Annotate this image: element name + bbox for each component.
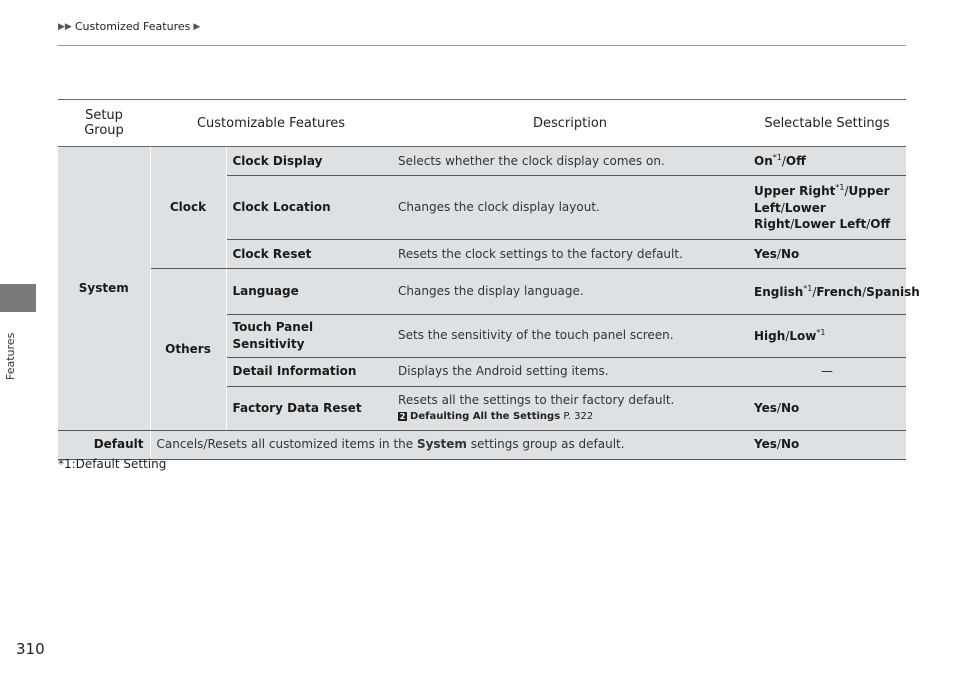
- breadcrumb-section[interactable]: Customized Features: [74, 20, 191, 33]
- subgroup-default: Default: [58, 430, 150, 459]
- footnote: *1:Default Setting: [58, 457, 167, 471]
- feature-clock-reset: Clock Reset: [226, 240, 392, 269]
- feature-language: Language: [226, 269, 392, 315]
- desc-clock-location: Changes the clock display layout.: [392, 176, 748, 240]
- table-row: [58, 430, 906, 459]
- settings-clock-display: On$^{*1}$/Off: [748, 147, 906, 176]
- cross-reference-link[interactable]: 2 Defaulting All the Settings P. 322: [399, 410, 594, 422]
- subgroup-others: Others: [150, 269, 226, 431]
- table-header-row: [58, 100, 906, 147]
- group-system: System: [58, 147, 150, 431]
- feature-factory-data-reset: Factory Data Reset: [226, 386, 392, 430]
- header-customizable-features: Customizable Features: [150, 100, 392, 147]
- triangle-right-icon: ▶: [193, 21, 201, 32]
- feature-detail-information: Detail Information: [226, 357, 392, 386]
- desc-clock-reset: Resets the clock settings to the factory default.: [392, 240, 748, 269]
- table-row: [58, 269, 906, 315]
- settings-default: Yes/No: [748, 430, 906, 459]
- subgroup-clock: Clock: [150, 147, 226, 269]
- desc-default: Cancels/Resets all customized items in the System settings group as default.: [150, 430, 748, 459]
- header-setup-group: Setup Group: [58, 100, 150, 147]
- reference-arrow-icon: 2: [399, 411, 406, 421]
- desc-detail-information: Displays the Android setting items.: [392, 357, 748, 386]
- settings-detail-information: —: [748, 357, 906, 386]
- header-description: Description: [392, 100, 748, 147]
- desc-factory-data-reset: Resets all the settings to their factory default. 2 Defaulting All the Settings P. 322: [392, 386, 748, 430]
- desc-touch-panel-sensitivity: Sets the sensitivity of the touch panel screen.: [392, 315, 748, 358]
- triangle-right-icon: ▶▶: [58, 21, 72, 32]
- header-selectable-settings: Selectable Settings: [748, 100, 906, 147]
- desc-clock-display: Selects whether the clock display comes on.: [392, 147, 748, 176]
- breadcrumb: [58, 20, 200, 33]
- feature-touch-panel-sensitivity: Touch Panel Sensitivity: [226, 315, 392, 358]
- header-rule: [58, 45, 906, 46]
- desc-language: Changes the display language.: [392, 269, 748, 315]
- settings-clock-reset: Yes/No: [748, 240, 906, 269]
- table-row: [58, 147, 906, 176]
- settings-language: English$^{*1}$/French/Spanish: [748, 269, 906, 315]
- settings-touch-panel-sensitivity: High/Low$^{*1}$: [748, 315, 906, 358]
- feature-clock-location: Clock Location: [226, 176, 392, 240]
- section-label: Features: [4, 332, 17, 380]
- features-table: [58, 99, 920, 460]
- settings-factory-data-reset: Yes/No: [748, 386, 906, 430]
- page-number: 310: [16, 640, 45, 658]
- feature-clock-display: Clock Display: [226, 147, 392, 176]
- settings-clock-location: Upper Right$^{*1}$/Upper Left/Lower Right/Lower Left/Off: [748, 176, 906, 240]
- section-tab: [0, 284, 36, 312]
